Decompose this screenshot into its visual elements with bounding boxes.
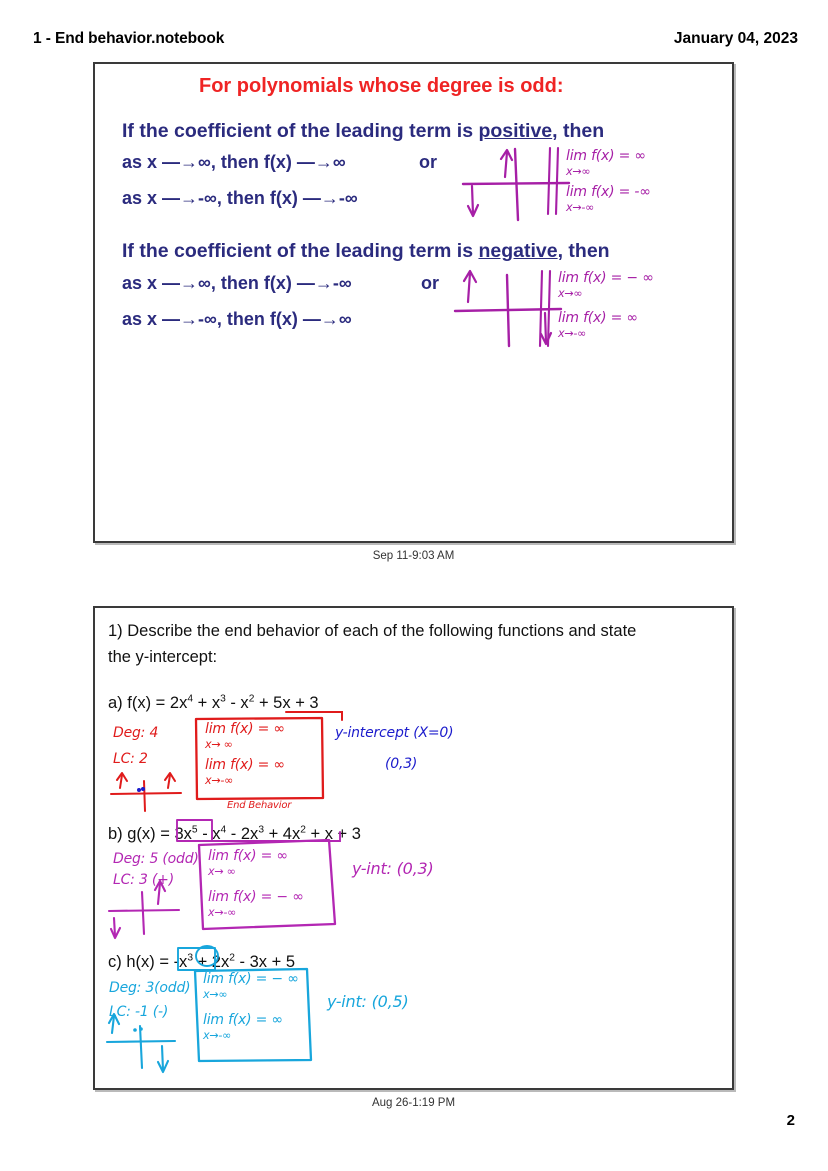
part-a-leading-coefficient: LC: 2 bbox=[113, 751, 148, 767]
slide1-block1-lead bbox=[122, 120, 604, 143]
slide2-question-line1: 1) Describe the end behavior of each of the following functions and state bbox=[108, 622, 637, 640]
lead-suffix: , then bbox=[557, 240, 610, 262]
page-number: 2 bbox=[786, 1112, 795, 1129]
part-c-label: c) h(x) = bbox=[108, 953, 174, 971]
limit-main: lim f(x) = − ∞ bbox=[558, 270, 654, 286]
limit-sub: x→-∞ bbox=[566, 201, 595, 214]
slide1-block1-line2: as x —→-∞, then f(x) —→-∞ bbox=[122, 188, 358, 208]
slide1-block2-line2: as x —→-∞, then f(x) —→∞ bbox=[122, 309, 352, 329]
limit-sub: x→∞ bbox=[203, 988, 228, 1001]
limit-main: lim f(x) = ∞ bbox=[566, 148, 646, 164]
slide1-block2-line1: as x —→∞, then f(x) —→-∞ bbox=[122, 273, 352, 293]
limit-main: lim f(x) = − ∞ bbox=[203, 971, 299, 987]
part-a-limit2 bbox=[205, 757, 285, 791]
slide1-block2-limit1 bbox=[558, 270, 654, 304]
lead-keyword-positive: positive bbox=[478, 120, 553, 142]
slide-2-caption: Aug 26-1:19 PM bbox=[371, 1097, 456, 1109]
lead-suffix: , then bbox=[552, 120, 605, 142]
slide-1[interactable] bbox=[93, 62, 734, 543]
page-header bbox=[0, 30, 828, 56]
document-date: January 04, 2023 bbox=[673, 30, 798, 47]
limit-sub: x→-∞ bbox=[558, 327, 587, 340]
lead-prefix: If the coefficient of the leading term is bbox=[122, 120, 479, 142]
part-a-yintercept-label: y-intercept (X=0) bbox=[335, 725, 454, 741]
slide1-title: For polynomials whose degree is odd: bbox=[199, 75, 564, 97]
part-c-yintercept: y-int: (0,5) bbox=[327, 992, 409, 1011]
limit-main: lim f(x) = ∞ bbox=[203, 1012, 283, 1028]
limit-main: lim f(x) = ∞ bbox=[205, 721, 285, 737]
limit-main: lim f(x) = ∞ bbox=[558, 310, 638, 326]
limit-sub: x→∞ bbox=[558, 287, 583, 300]
lead-prefix: If the coefficient of the leading term is bbox=[122, 240, 479, 262]
part-b-limit2 bbox=[208, 889, 304, 923]
limit-sub: x→-∞ bbox=[208, 906, 237, 919]
part-a-equation bbox=[108, 694, 319, 713]
part-c-degree: Deg: 3(odd) bbox=[109, 980, 191, 996]
part-b-equation bbox=[108, 825, 361, 844]
limit-sub: x→∞ bbox=[566, 165, 591, 178]
slide1-block1-line1: as x —→∞, then f(x) —→∞ bbox=[122, 152, 346, 172]
part-b-yintercept: y-int: (0,3) bbox=[352, 859, 434, 878]
slide1-block2-lead bbox=[122, 240, 610, 263]
limit-main: lim f(x) = − ∞ bbox=[208, 889, 304, 905]
part-c-limit2 bbox=[203, 1012, 283, 1046]
limit-main: lim f(x) = ∞ bbox=[208, 848, 288, 864]
part-a-label: a) f(x) = bbox=[108, 694, 170, 712]
part-b-expression: $3x^5 - x^4 - 2x^3 + 4x^2 + x + 3$ bbox=[174, 824, 361, 843]
limit-main: lim f(x) = -∞ bbox=[566, 184, 651, 200]
part-c-leading-coefficient: LC: -1 (-) bbox=[109, 1004, 169, 1020]
part-a-expression: $2x^4 + x^3 - x^2 + 5x + 3$ bbox=[169, 693, 319, 712]
part-a-limit1 bbox=[205, 721, 285, 755]
slide1-block1-limit2 bbox=[566, 184, 651, 218]
slide1-block1-limit1 bbox=[566, 148, 646, 182]
slide1-block2-or: or bbox=[421, 273, 439, 293]
part-a-yintercept-value: (0,3) bbox=[385, 756, 418, 772]
part-c-equation bbox=[108, 953, 295, 972]
slide1-block1-or: or bbox=[419, 152, 437, 172]
limit-sub: x→-∞ bbox=[203, 1029, 232, 1042]
limit-sub: x→ ∞ bbox=[208, 865, 236, 878]
limit-sub: x→-∞ bbox=[205, 774, 234, 787]
part-c-sketch bbox=[95, 608, 734, 1090]
slide-1-caption: Sep 11-9:03 AM bbox=[372, 550, 455, 562]
part-b-sketch bbox=[95, 608, 734, 1090]
limit-sub: x→ ∞ bbox=[205, 738, 233, 751]
slide-2[interactable] bbox=[93, 606, 734, 1090]
part-b-limit1 bbox=[208, 848, 288, 882]
part-b-degree: Deg: 5 (odd) bbox=[113, 851, 199, 867]
part-c-limit1 bbox=[203, 971, 299, 1005]
lead-keyword-negative: negative bbox=[478, 240, 558, 262]
part-a-sketch bbox=[95, 608, 734, 1090]
part-b-label: b) g(x) = bbox=[108, 825, 175, 843]
part-c-expression: $-x^3 + 2x^2 - 3x + 5$ bbox=[173, 952, 295, 971]
part-b-leading-coefficient: LC: 3 (+) bbox=[113, 872, 174, 888]
document-title: 1 - End behavior.notebook bbox=[33, 30, 225, 47]
limit-main: lim f(x) = ∞ bbox=[205, 757, 285, 773]
part-a-degree: Deg: 4 bbox=[113, 725, 159, 741]
part-a-box-label: End Behavior bbox=[227, 800, 292, 811]
slide1-block2-limit2 bbox=[558, 310, 638, 344]
slide2-question-line2: the y-intercept: bbox=[108, 648, 218, 666]
